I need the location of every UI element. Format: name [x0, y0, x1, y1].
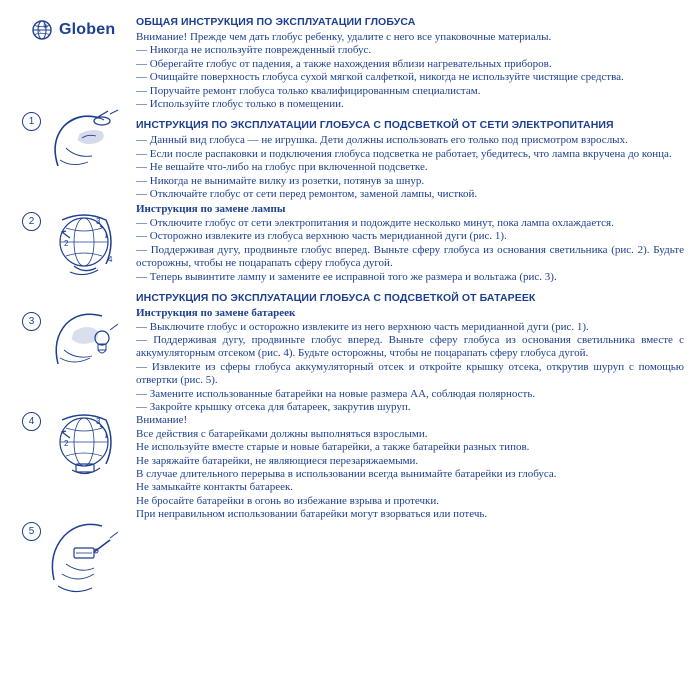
paragraph: — Если после распаковки и подключения глобуса подсветка не работает, убедитесь, что лампа вкручена до конца.	[136, 147, 672, 160]
paragraph: Не используйте вместе старые и новые батарейки, а также батарейки разных типов.	[136, 441, 530, 454]
svg-text:3: 3	[96, 417, 101, 426]
svg-text:2: 2	[64, 439, 69, 448]
paragraph: Не бросайте батарейки в огонь во избежание взрыва и протечки.	[136, 494, 440, 507]
paragraph: В случае длительного перерыва в использовании всегда вынимайте батарейки из глобуса.	[136, 467, 557, 480]
paragraph: — Используйте глобус только в помещении.	[136, 98, 344, 111]
svg-text:3: 3	[96, 217, 101, 226]
subsection-title-battery-replacement: Инструкция по замене батареек	[136, 307, 296, 319]
section-title-battery: ИНСТРУКЦИЯ ПО ЭКСПЛУАТАЦИИ ГЛОБУСА С ПОДСВЕТКОЙ ОТ БАТАРЕЕК	[136, 292, 536, 304]
globe-icon	[30, 18, 54, 42]
paragraph: — Поддерживая дугу, продвиньте глобус вперед. Выньте сферу глобуса из основания светильника (рис. 2). Будьте осторожны, чтобы не поцарапать сферу глобуса дугой.	[136, 243, 684, 270]
svg-text:4: 4	[108, 255, 113, 264]
paragraph: При неправильном использовании батарейки могут взорваться или потечь.	[136, 508, 488, 521]
paragraph: — Поручайте ремонт глобуса только квалифицированным специалистам.	[136, 84, 481, 97]
paragraph: Все действия с батарейками должны выполняться взрослыми.	[136, 427, 428, 440]
paragraph: — Очищайте поверхность глобуса сухой мягкой салфеткой, никогда не используйте чистящие средства.	[136, 71, 624, 84]
illustration-column	[16, 14, 126, 690]
paragraph: Не заряжайте батарейки, не являющиеся перезаряжаемыми.	[136, 454, 419, 467]
paragraph: — Данный вид глобуса — не игрушка. Дети должны использовать его только под присмотром взрослых.	[136, 134, 628, 147]
globe-battery-cover-screw-figure	[40, 518, 126, 598]
text-column	[136, 14, 684, 690]
subsection-title-lamp: Инструкция по замене лампы	[136, 203, 286, 216]
paragraph: Внимание! Прежде чем дать глобус ребенку, удалите с него все упаковочные материалы.	[136, 31, 552, 43]
paragraph: — Никогда не вынимайте вилку из розетки, потянув за шнур.	[136, 174, 425, 187]
figure-number: 4	[22, 412, 41, 431]
figure-number: 2	[22, 212, 41, 231]
warning-title: Внимание!	[136, 414, 188, 427]
section-title-mains: ИНСТРУКЦИЯ ПО ЭКСПЛУАТАЦИИ ГЛОБУСА С ПОДСВЕТКОЙ ОТ СЕТИ ЭЛЕКТРОПИТАНИЯ	[136, 119, 614, 132]
globe-meridian-arc-removal-figure	[40, 108, 126, 170]
paragraph: — Никогда не используйте поврежденный глобус.	[136, 44, 372, 57]
paragraph: — Закройте крышку отсека для батареек, закрутив шуруп.	[136, 400, 411, 413]
paragraph: — Поддерживая дугу, продвиньте глобус вперед. Выньте сферу глобуса из основания светильника вместе с аккумуляторным отсеком (рис. 4). Будьте осторожны, чтобы не поцарапать сферу глобуса дугой.	[136, 333, 684, 360]
paragraph: — Отключите глобус от сети электропитания и подождите несколько минут, пока лампа охлаждается.	[136, 216, 614, 229]
figure-number: 1	[22, 112, 41, 131]
globe-sphere-removal-figure	[40, 208, 126, 278]
paragraph: — Выключите глобус и осторожно извлеките из него верхнюю часть меридианной дуги (рис. 1).	[136, 320, 589, 333]
brand-name: Globen	[59, 21, 116, 38]
figure-number: 3	[22, 312, 41, 331]
section-title-general: ОБЩАЯ ИНСТРУКЦИЯ ПО ЭКСПЛУАТАЦИИ ГЛОБУСА	[136, 16, 416, 28]
paragraph: — Теперь вывинтите лампу и замените ее исправной того же размера и вольтажа (рис. 3).	[136, 270, 557, 283]
paragraph: — Замените использованные батарейки на новые размера АА, соблюдая полярность.	[136, 387, 536, 400]
globe-battery-compartment-figure	[40, 408, 126, 480]
brand-logo	[30, 18, 126, 42]
svg-text:2: 2	[64, 239, 69, 248]
paragraph: Не замыкайте контакты батареек.	[136, 481, 294, 494]
paragraph: — Извлеките из сферы глобуса аккумуляторный отсек и откройте крышку отсека, открутив шуруп с помощью отвертки (рис. 5).	[136, 360, 684, 387]
paragraph: — Отключайте глобус от сети перед ремонтом, заменой лампы, чисткой.	[136, 188, 478, 201]
paragraph: — Осторожно извлеките из глобуса верхнюю часть меридианной дуги (рис. 1).	[136, 230, 507, 243]
globe-lamp-replacement-figure	[40, 308, 126, 374]
paragraph: — Оберегайте глобус от падения, а также нахождения вблизи нагревательных приборов.	[136, 57, 552, 70]
paragraph: — Не вешайте что-либо на глобус при включенной подсветке.	[136, 161, 428, 174]
figure-number: 5	[22, 522, 41, 541]
